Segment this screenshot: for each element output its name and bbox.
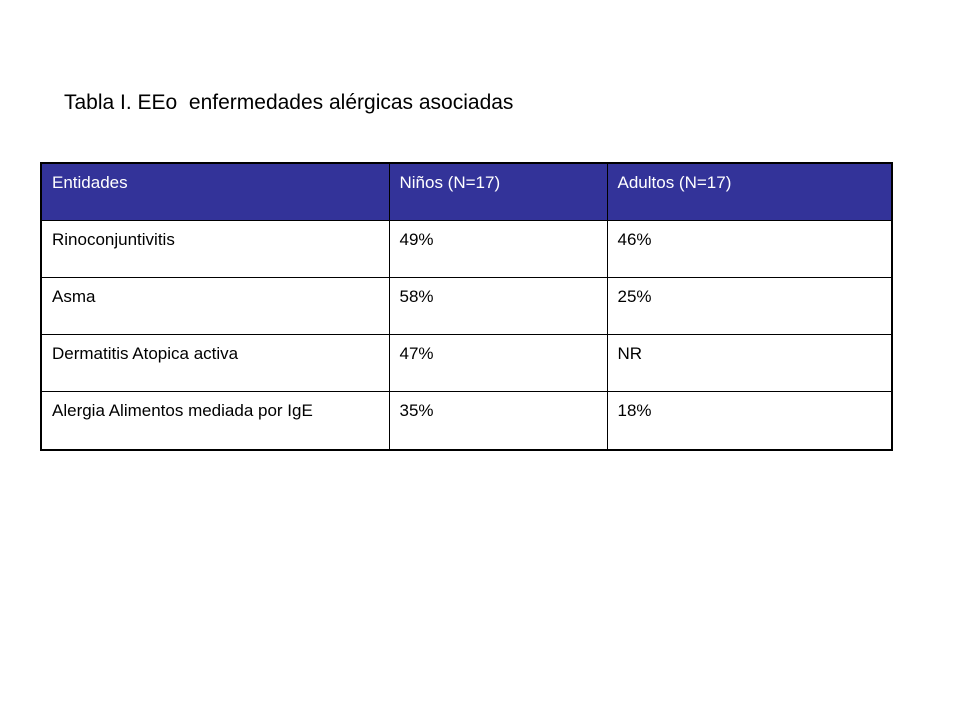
header-ninos: Niños (N=17): [389, 163, 607, 220]
table-row: [41, 220, 892, 277]
table-title: Tabla I. EEo enfermedades alérgicas asociadas: [64, 91, 514, 114]
cell-adultos: 18%: [607, 391, 892, 450]
table-row: [41, 334, 892, 391]
allergic-diseases-table: [40, 162, 893, 451]
cell-adultos: NR: [607, 334, 892, 391]
cell-ninos: 49%: [389, 220, 607, 277]
header-entidades: Entidades: [41, 163, 389, 220]
header-adultos: Adultos (N=17): [607, 163, 892, 220]
cell-ninos: 35%: [389, 391, 607, 450]
table-header-row: [41, 163, 892, 220]
table-row: [41, 391, 892, 450]
table-row: [41, 277, 892, 334]
cell-adultos: 25%: [607, 277, 892, 334]
cell-entidad: Rinoconjuntivitis: [41, 220, 389, 277]
cell-entidad: Alergia Alimentos mediada por IgE: [41, 391, 389, 450]
cell-ninos: 58%: [389, 277, 607, 334]
cell-ninos: 47%: [389, 334, 607, 391]
cell-adultos: 46%: [607, 220, 892, 277]
cell-entidad: Asma: [41, 277, 389, 334]
cell-entidad: Dermatitis Atopica activa: [41, 334, 389, 391]
